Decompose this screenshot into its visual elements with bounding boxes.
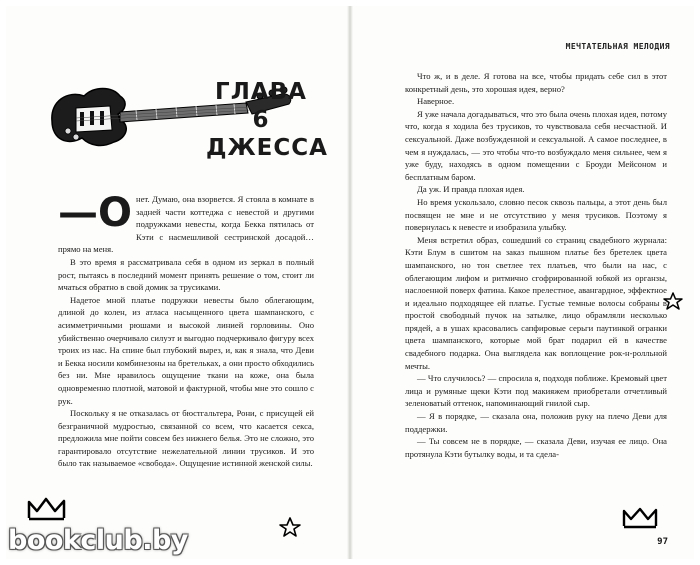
paragraph: Наверное.	[417, 96, 455, 107]
star-doodle-icon	[663, 292, 683, 310]
star-doodle-icon	[278, 516, 302, 538]
book-spread	[6, 6, 694, 559]
chapter-title	[206, 78, 328, 162]
paragraph: Меня встретил образ, сошедший со страниц свадебного журнала: Кэти Блум в сшитом на заказ пышном платье без бретелек цвета шампанского, но тон светлее тех платьев, что были на нас, с облегающим лифом и ритмично сгофрированной юбкой из органзы, наслоенной поверх фатина. Какое прелестное, авангардное, эффектное и идеально подходящее ей платье. Густые темные волосы собраны в простой свободный пучок на затылке, лицо обрамляли несколько прядей, а в ушах красовались сапфировые серьги паутинкой огранки цвета шампанского, которые мой брат подарил ей в качестве свадебного подарка. Она выглядела как воплощение рок-н-ролльной мечты.	[405, 234, 667, 371]
paragraph: Я уже начала догадываться, что это была очень плохая идея, потому что, когда я ходила без трусиков, то чувствовала себя несчастной. И сексуальной. Даже возбужденной и сексуальной. А самое последнее, в чем я нуждалась, — это чтобы что-то возбуждало меня сильнее, чем я уже буду, находясь в одном помещении с Броуди Мейсоном и бесплатным баром.	[405, 108, 667, 182]
paragraph: Поскольку я не отказалась от бюстгальтера, Рони, с присущей ей безграничной мудростью, связанной со всем, что касается секса, предложила мне пойти совсем без нижнего белья. Это не сложно, это гарантировало отсутствие нежелательной линии трусиков. И это было так называемое «свобода». Ощущение истинной женской силы.	[58, 408, 314, 469]
crown-doodle-icon	[621, 506, 659, 530]
paragraph: Да уж. И правда плохая идея.	[417, 184, 525, 195]
page-number: 97	[657, 537, 668, 547]
running-head: МЕЧТАТЕЛЬНАЯ МЕЛОДИЯ	[565, 42, 670, 51]
paragraph: В это время я рассматривала себя в одном из зеркал в полный рост, пытаясь в последний момент принять решение о том, стоит ли мчаться обратно в свой домик за трусиками.	[58, 256, 314, 293]
left-page	[6, 6, 347, 559]
paragraph: —О нет. Думаю, она взорвется. Я стояла в комнате в задней части коттеджа с невестой и другими подружками невесты, когда Бекка пятилась от Кэти с насмешливой сестринской досадой… прямо на меня.	[58, 190, 314, 255]
paragraph: Что ж, и в деле. Я готова на все, чтобы придать себе сил в этот конкретный день, это хорошая идея, верно?	[405, 71, 667, 94]
paragraph: — Ты совсем не в порядке, — сказала Деви, изучая ее лицо. Она протянула Кэти бутылку воды, и та сдела-	[405, 436, 667, 459]
left-page-text	[58, 190, 314, 470]
paragraph: Но время ускользало, словно песок сквозь пальцы, а этот день был посвящен не мне и не отсутствию у меня трусиков. Поэтому я повернулась к невесте и изобразила улыбку.	[405, 196, 667, 233]
crown-doodle-icon	[26, 496, 68, 522]
paragraph: Надетое мной платье подружки невесты было облегающим, длиной до колен, из атласа насыщенного цвета шампанского, с асимметричными рюшами и высокой линией горловины. Оно убийственно очерчивало силуэт и выгодно подчеркивало фигуру всех троих из нас. На спине был глубокий вырез, и, как я знала, что Деви и Бекка носили комбинезоны на бретельках, а они просто обходились без ни. Мне нравилось ощущение ткани на коже, она была одновременно плотной, матовой и фактурной, чтобы мне это сошло с рук.	[58, 294, 314, 406]
right-page	[353, 6, 694, 559]
chapter-name: ДЖЕССА	[206, 135, 328, 161]
site-watermark: bookclub.by	[8, 525, 188, 556]
drop-cap: —О	[58, 190, 133, 236]
right-page-text	[405, 70, 667, 460]
chapter-number: ГЛАВА 6	[215, 79, 307, 133]
paragraph: — Я в порядке, — сказала она, положив руку на плечо Деви для поддержки.	[405, 411, 667, 434]
paragraph: — Что случилось? — спросила я, подходя поближе. Кремовый цвет лица и румяные щеки Кэти под макияжем приобретали отчетливый зеленоватый оттенок, напоминающий гнилой сыр.	[405, 373, 667, 409]
